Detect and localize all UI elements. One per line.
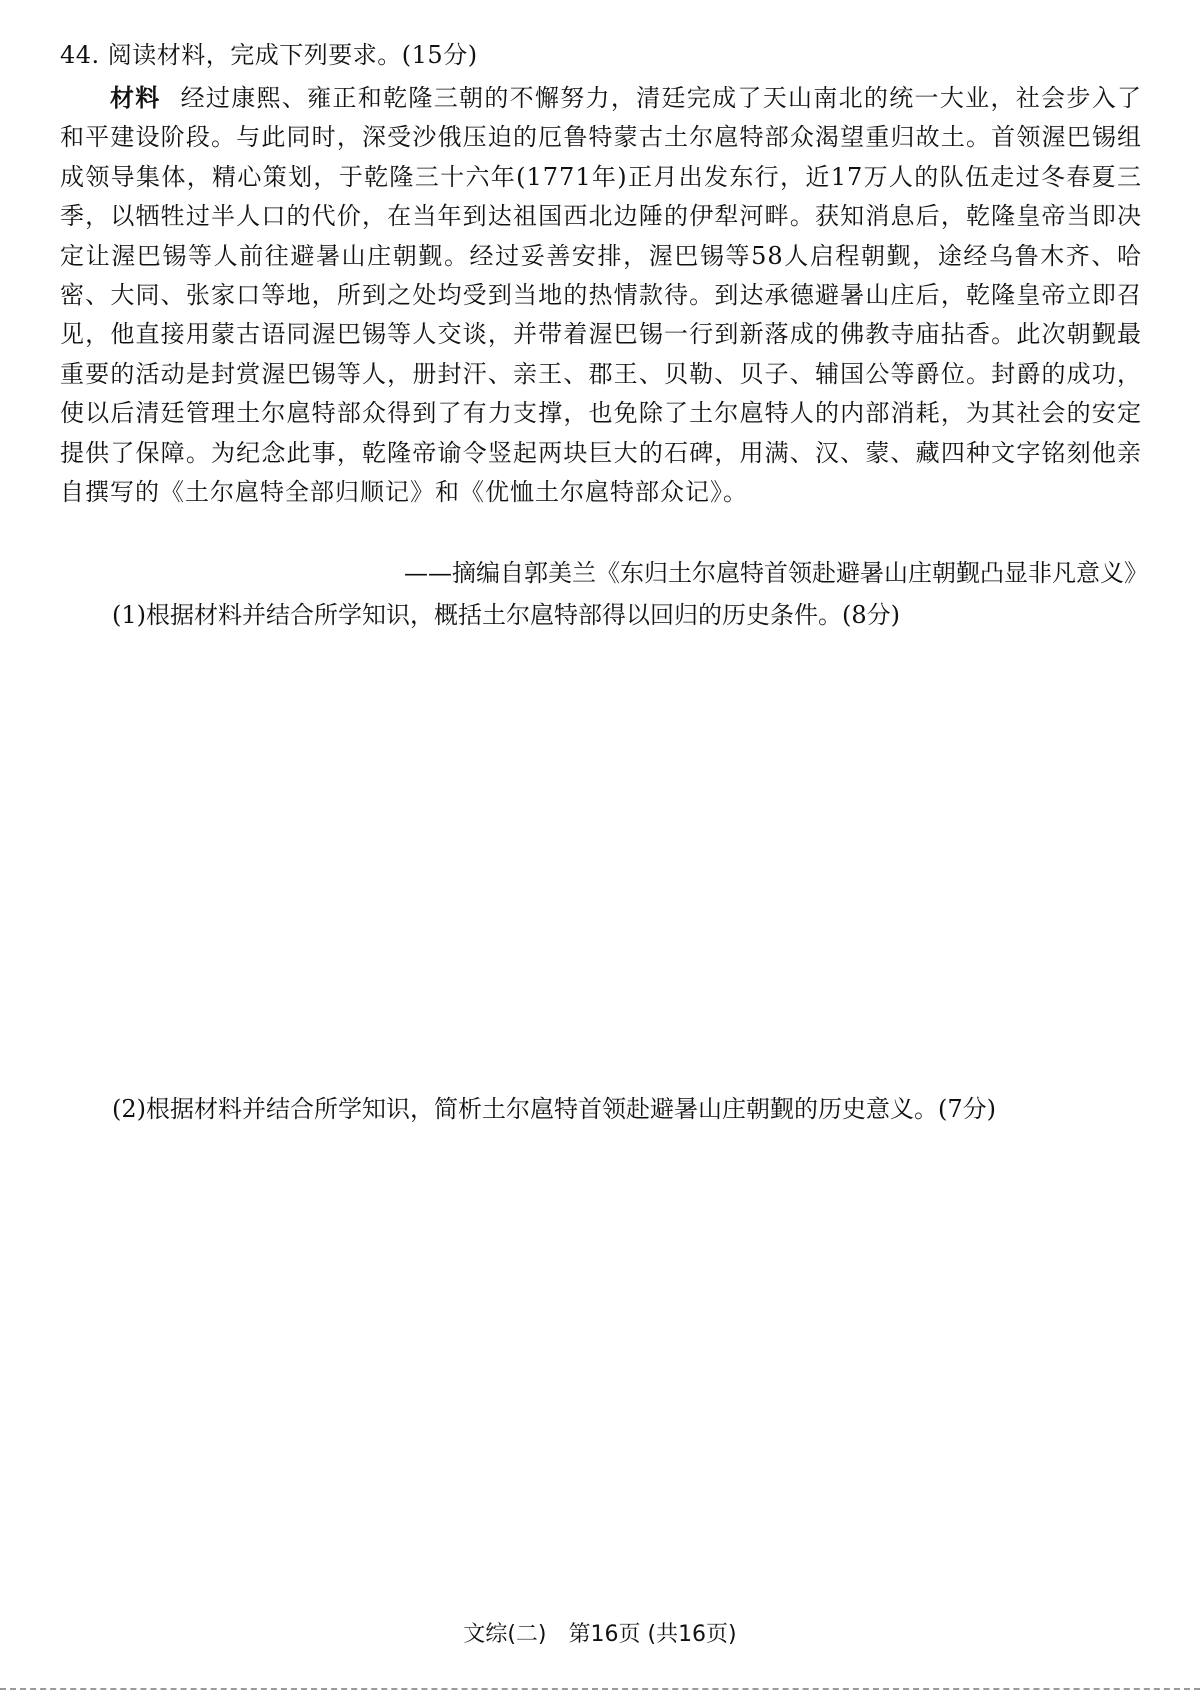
material-text: 经过康熙、雍正和乾隆三朝的不懈努力，清廷完成了天山南北的统一大业，社会步入了和平建设阶段。与此同时，深受沙俄压迫的厄鲁特蒙古土尔扈特部众渴望重归故土。首领渥巴锡组成领导集体，精心策划，于乾隆三十六年(1771年)正月出发东行，近17万人的队伍走过冬春夏三季，以牺牲过半人口的代价，在当年到达祖国西北边陲的伊犁河畔。获知消息后，乾隆皇帝当即决定让渥巴锡等人前往避暑山庄朝觐。经过妥善安排，渥巴锡等58人启程朝觐，途经乌鲁木齐、哈密、大同、张家口等地，所到之处均受到当地的热情款待。到达承德避暑山庄后，乾隆皇帝立即召见，他直接用蒙古语同渥巴锡等人交谈，并带着渥巴锡一行到新落成的佛教寺庙拈香。此次朝觐最重要的活动是封赏渥巴锡等人，册封汗、亲王、郡王、贝勒、贝子、辅国公等爵位。封爵的成功，使以后清廷管理土尔扈特部众得到了有力支撑，也免除了土尔扈特人的内部消耗，为其社会的安定提供了保障。为纪念此事，乾隆帝谕令竖起两块巨大的石碑，用满、汉、蒙、藏四种文字铭刻他亲自撰写的《土尔扈特全部归顺记》和《优恤土尔扈特部众记》。 — [60, 84, 1143, 507]
material-paragraph — [60, 78, 1142, 512]
answer-space-1[interactable] — [60, 640, 1142, 1080]
material-label: 材料 — [110, 83, 161, 112]
answer-space-2[interactable] — [60, 1134, 1142, 1574]
bottom-dashed-rule — [0, 1688, 1200, 1690]
sub-question-2: (2)根据材料并结合所学知识，简析土尔扈特首领赴避暑山庄朝觐的历史意义。(7分) — [112, 1095, 996, 1123]
sub-question-1: (1)根据材料并结合所学知识，概括土尔扈特部得以回归的历史条件。(8分) — [112, 601, 900, 629]
question-title: 44. 阅读材料，完成下列要求。(15分) — [60, 41, 478, 69]
page-footer: 文综(二) 第16页 (共16页) — [463, 1622, 737, 1647]
material-source: ——摘编自郭美兰《东归土尔扈特首领赴避暑山庄朝觐凸显非凡意义》 — [404, 559, 1148, 587]
